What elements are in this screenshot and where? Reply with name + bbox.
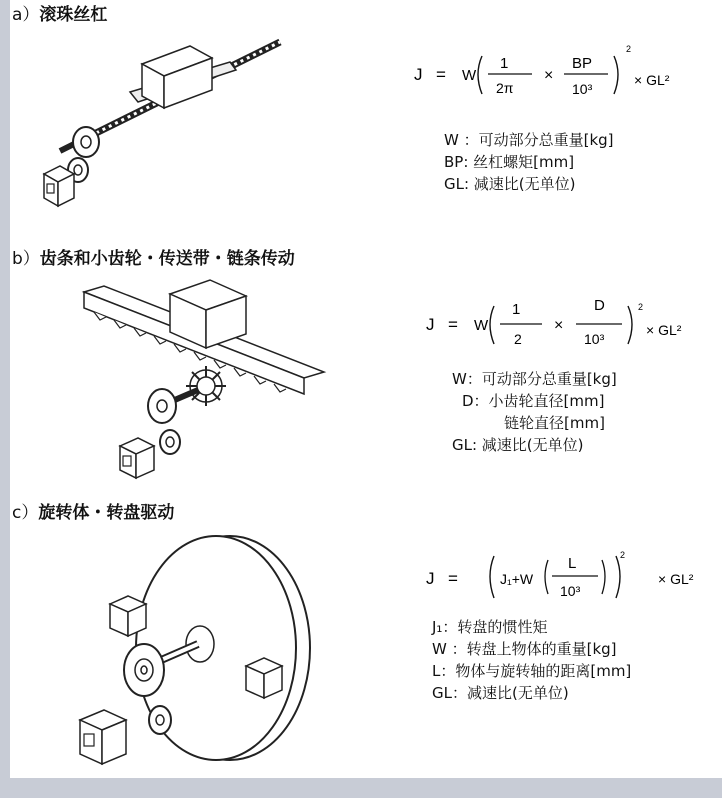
- definition-line: BP: 丝杠螺矩[mm]: [444, 153, 575, 171]
- svg-text:2: 2: [638, 302, 644, 312]
- svg-text:10³: 10³: [560, 583, 581, 599]
- svg-text:J: J: [426, 569, 435, 588]
- svg-text:W: W: [462, 67, 477, 84]
- turntable-illustration: [70, 524, 340, 776]
- svg-text:1: 1: [512, 301, 521, 318]
- svg-text:2: 2: [620, 550, 626, 560]
- svg-text:2: 2: [514, 331, 522, 347]
- definition-line: L：物体与旋转轴的距离[mm]: [432, 662, 632, 680]
- svg-text:=: =: [448, 315, 458, 334]
- section-b-title: b）齿条和小齿轮・传送带・链条传动: [12, 249, 295, 269]
- ball-screw-illustration: [30, 24, 310, 224]
- definition-line: GL: 减速比(无单位): [452, 436, 584, 454]
- section-a-title: a）滚珠丝杠: [12, 5, 108, 25]
- svg-text:2: 2: [626, 44, 632, 54]
- definitions-c: [432, 616, 631, 704]
- svg-text:× GL²: × GL²: [658, 571, 694, 587]
- definition-line: GL: 减速比(无单位): [444, 175, 576, 193]
- definition-line: W ：可动部分总重量[kg]: [444, 131, 614, 149]
- formula-c: [420, 540, 720, 610]
- svg-text:J₁+W: J₁+W: [500, 571, 534, 587]
- svg-text:× GL²: × GL²: [634, 72, 670, 88]
- definition-line: W：可动部分总重量[kg]: [452, 370, 617, 388]
- formula-a: [408, 38, 720, 108]
- svg-text:10³: 10³: [572, 81, 593, 97]
- formula-b: [420, 288, 720, 358]
- rack-pinion-illustration: [74, 270, 336, 484]
- definition-line: J₁：转盘的惯性矩: [432, 618, 548, 636]
- section-c-title: c）旋转体・转盘驱动: [12, 503, 175, 523]
- definition-line: GL：减速比(无单位): [432, 684, 569, 702]
- svg-text:L: L: [568, 555, 577, 572]
- svg-text:J: J: [414, 65, 423, 84]
- definition-line: W ：转盘上物体的重量[kg]: [432, 640, 617, 658]
- definitions-a: [444, 129, 614, 195]
- svg-text:W: W: [474, 317, 489, 334]
- svg-text:=: =: [436, 65, 446, 84]
- document-page: [10, 0, 722, 778]
- svg-text:2π: 2π: [496, 80, 514, 96]
- svg-text:× GL²: × GL²: [646, 322, 682, 338]
- svg-text:J: J: [426, 315, 435, 334]
- svg-text:D: D: [594, 297, 605, 314]
- definitions-b: [452, 368, 617, 456]
- definition-line: 链轮直径[mm]: [504, 414, 605, 432]
- svg-text:1: 1: [500, 55, 509, 72]
- svg-text:BP: BP: [572, 55, 593, 72]
- svg-text:10³: 10³: [584, 331, 605, 347]
- svg-text:×: ×: [554, 317, 564, 334]
- definition-line: D：小齿轮直径[mm]: [462, 392, 605, 410]
- svg-text:×: ×: [544, 67, 554, 84]
- svg-text:=: =: [448, 569, 458, 588]
